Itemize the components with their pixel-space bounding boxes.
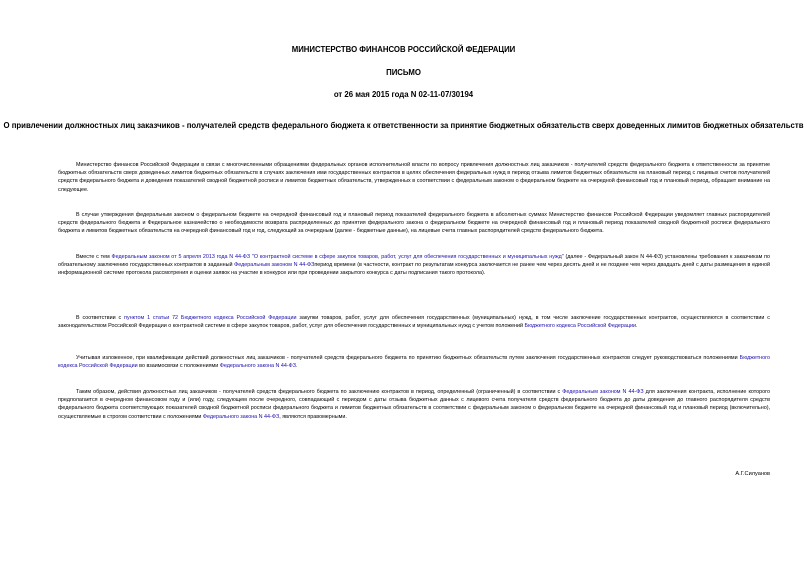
paragraph-6 — [58, 388, 770, 421]
paragraph-text: во взаимосвязи с положениями — [137, 363, 220, 370]
budget-code-link[interactable]: Бюджетного кодекса Российской Федерации — [524, 323, 637, 330]
signature: А.Г.Силуанов — [735, 471, 770, 477]
ministry-heading: МИНИСТЕРСТВО ФИНАНСОВ РОССИЙСКОЙ ФЕДЕРАЦИИ — [291, 45, 516, 54]
paragraph-text: период времени (в частности, контракт по результатам конкурса заключается не ранее чем через десять дней и не позднее чем через двадцать дней с даты размещения в единой информационной системе протокола рассмотрения и оценки заявок на участие в конкурсе или при проведении закрытого конкурса с даты подписания такого протокола). — [58, 262, 771, 277]
law-44fz-link[interactable]: Федеральным законом N 44-ФЗ — [562, 389, 644, 395]
paragraph-text: . — [296, 363, 298, 370]
paragraph-text: (далее - Федеральный закон N 44-ФЗ) установлены требования к заказчикам по обязательному заключению государственных контрактов в заданный — [58, 254, 770, 269]
paragraph-text: Учитывая изложенное, при квалификации действий должностных лиц заказчиков - получателей средств федерального бюджета по принятию бюджетных обязательств путем заключения государственных контрактов следует руководствоваться положениями — [76, 355, 740, 361]
law-44fz-link[interactable]: Федеральным законом N 44-ФЗ — [234, 262, 315, 269]
paragraph-4 — [58, 314, 770, 330]
paragraph-2: В случае утверждения федеральным законом о федеральном бюджете на очередной финансовый год и плановый период показателей федерального бюджета в абсолютных суммах Министерство финансов Российской Федерации уведомляет главных распорядителей средств федерального бюджета и Федеральное казначейство о необходимости возврата распределенных до принятия федерального закона о федеральном бюджете на очередной финансовый год и плановый период показателей сводной бюджетной росписи федерального бюджета и лимитов бюджетных обязательств на очередной финансовый год и год, следующий за очередным (далее - бюджетные данные), на лицевые счета главных распорядителей средств федерального бюджета. — [58, 212, 770, 235]
paragraph-text: Таким образом, действия должностных лиц заказчиков - получателей средств федерального бюджета по заключению контрактов в период, определенный (ограниченный) в соответствии с — [76, 389, 563, 395]
document-type: ПИСЬМО — [386, 68, 421, 77]
document-date-number: от 26 мая 2015 года N 02-11-07/30194 — [333, 90, 474, 99]
paragraph-3 — [58, 253, 770, 278]
paragraph-text: закупки товаров, работ, услуг для обеспечения государственных (муниципальных) нужд, в том числе заключение государственных контрактов, осуществляются в соответствии с законодательством Российской Федерации о контрактной системе в сфере закупок товаров, работ, услуг для обеспечения государственных и муниципальных нужд с учетом положений — [58, 315, 770, 330]
budget-code-article-72-link[interactable]: пунктом 1 статьи 72 Бюджетного кодекса Российской Федерации — [124, 315, 297, 321]
paragraph-text: , являются правомерными. — [279, 413, 347, 420]
paragraph-5 — [58, 354, 770, 370]
paragraph-text: Вместе с тем — [76, 254, 112, 260]
paragraph-text: для заключения контракта, исполнение которого предполагается в очередном финансовом году и (или) году, следующем после очередного, совпадающий с периодом с даты отзыва бюджетных данных с лицевого счета получателя средств федерального бюджета до даты доведения до главного распорядителя средств федерального бюджета соответствующих показателей сводной бюджетной росписи федерального бюджета и лимитов бюджетных обязательств в соответствии с федеральным законом о федеральном бюджете на очередной финансовый год и плановый период (включительно), осуществляемые в строгом соответствии с положениями — [58, 389, 770, 420]
law-44fz-link[interactable]: Федерального закона N 44-ФЗ — [219, 363, 297, 370]
paragraph-1: Министерство финансов Российской Федерации в связи с многочисленными обращениями федеральных органов исполнительной власти по вопросу привлечения должностных лиц заказчиков - получателей средств федерального бюджета к ответственности за принятие бюджетных обязательств сверх доведенных лимитов бюджетных обязательств в случаях заключения ими государственных контрактов в целях обеспечения федеральных нужд в период отзыва лимитов бюджетных обязательств на плановый период с лицевых счетов получателей средств федерального бюджета и доведения показателей сводной бюджетной росписи и лимитов бюджетных обязательств, утвержденных в соответствии с федеральным законом о федеральном бюджете на очередной финансовый год и плановый период, обращает внимание на следующее. — [58, 162, 770, 193]
law-44fz-full-link[interactable]: Федеральным законом от 5 апреля 2013 года N 44-ФЗ "О контрактной системе в сфере закупок товаров, работ, услуг для обеспечения государственных и муниципальных нужд" — [111, 254, 564, 260]
paragraph-text: . — [636, 323, 638, 330]
law-44fz-link[interactable]: Федерального закона N 44-ФЗ — [202, 413, 280, 420]
paragraph-text: В соответствии с — [76, 315, 125, 321]
budget-code-link[interactable]: Бюджетного кодекса Российской Федерации — [58, 355, 770, 370]
document-title: О привлечении должностных лиц заказчиков - получателей средств федерального бюджета к ответственности за принятие бюджетных обязательств сверх доведенных лимитов бюджетных обязательств — [3, 121, 804, 130]
